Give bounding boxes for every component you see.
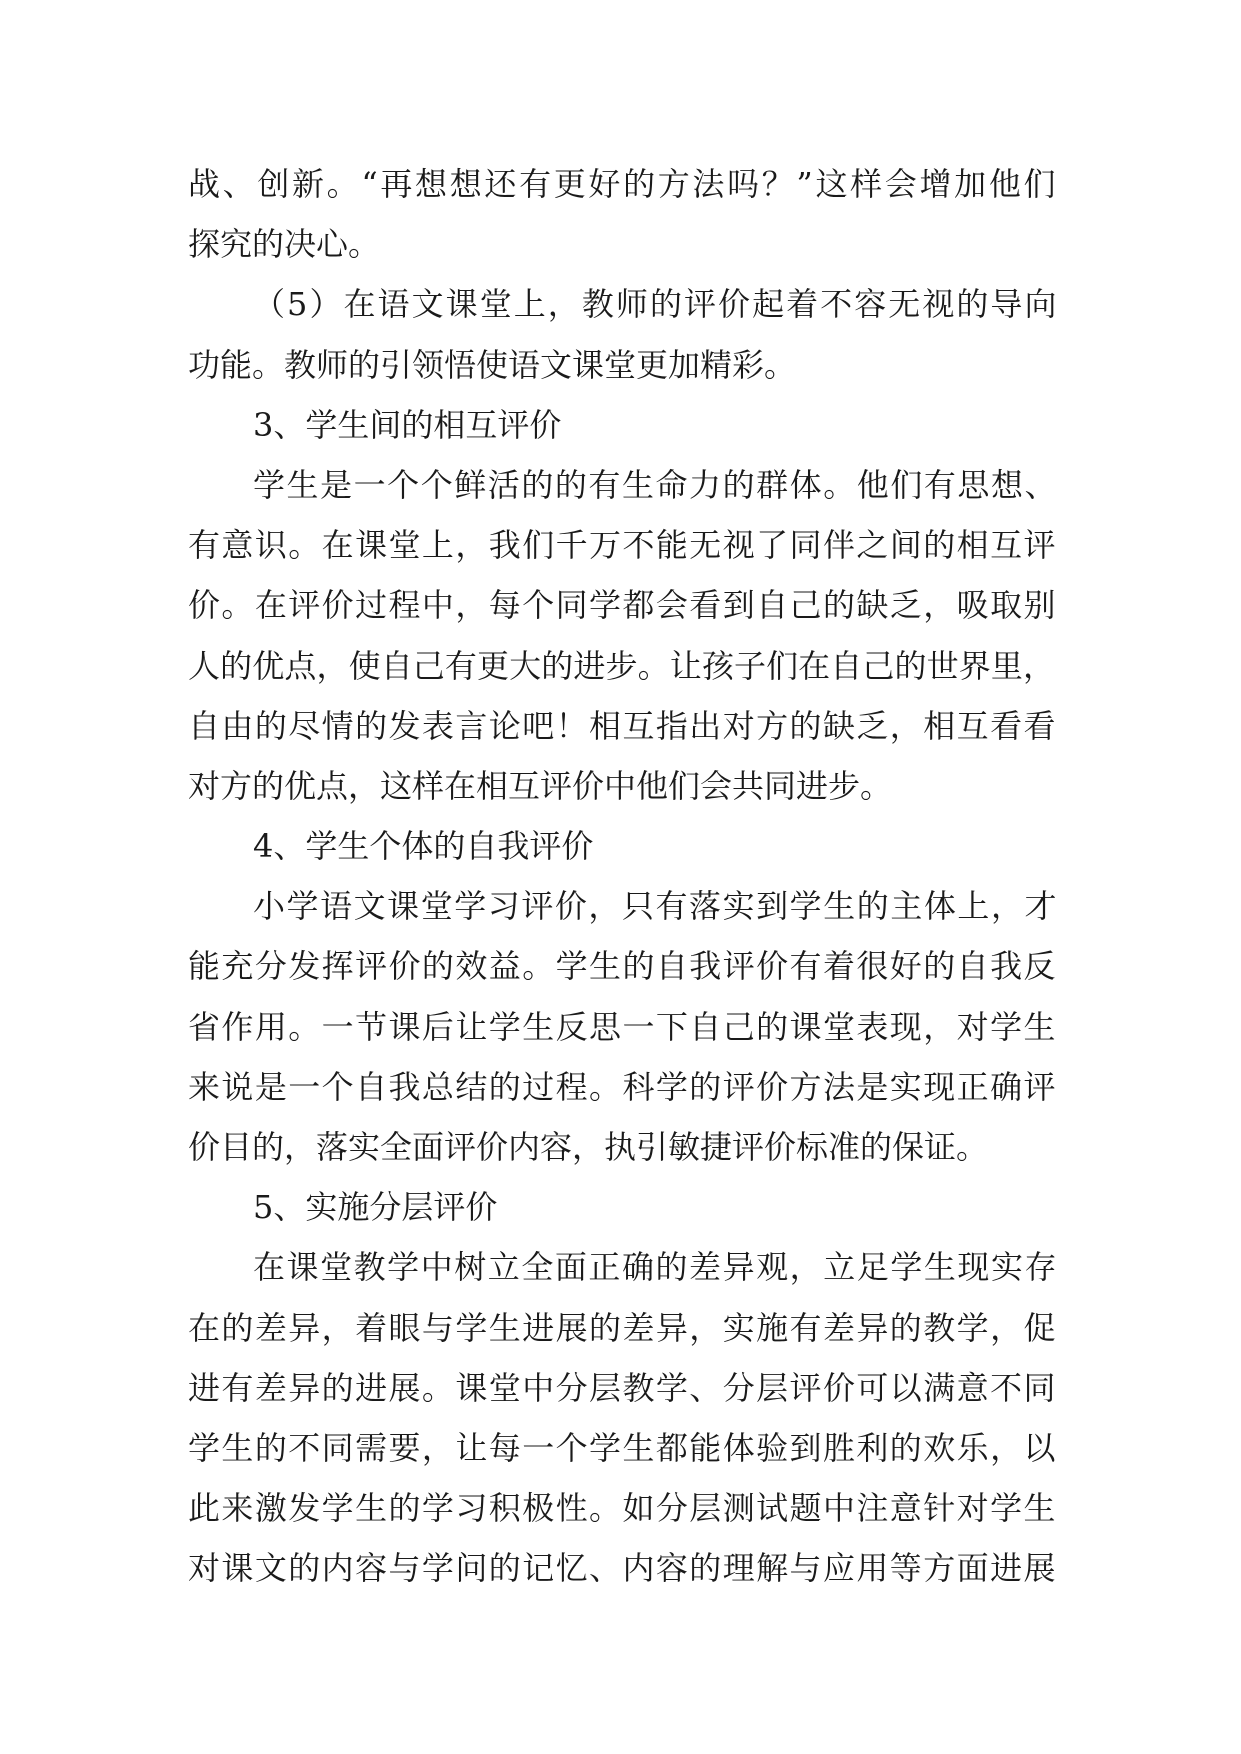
line-text: 在课堂教学中树立全面正确的差异观，立足学生现实存 — [253, 1248, 1059, 1287]
text-line — [188, 1358, 1068, 1418]
text-line — [188, 274, 1068, 334]
text-line — [188, 1117, 1068, 1177]
text-line — [188, 154, 1068, 214]
line-text: 4、学生个体的自我评价 — [253, 827, 594, 866]
line-text: 省作用。一节课后让学生反思一下自己的课堂表现，对学生 — [188, 1007, 1057, 1046]
line-text: 有意识。在课堂上，我们千万不能无视了同伴之间的相互评 — [188, 526, 1057, 565]
line-text: 此来激发学生的学习积极性。如分层测试题中注意针对学生 — [188, 1489, 1057, 1528]
line-text: 战、创新。“再想想还有更好的方法吗？”这样会增加他们 — [188, 165, 1059, 203]
text-line — [188, 455, 1068, 515]
line-text: 能充分发挥评价的效益。学生的自我评价有着很好的自我反 — [188, 947, 1057, 986]
text-line — [188, 335, 1068, 395]
line-text: 5、实施分层评价 — [253, 1188, 498, 1227]
line-text: 学生是一个个鲜活的的有生命力的群体。他们有思想、 — [253, 465, 1059, 504]
section-heading — [188, 816, 1068, 876]
line-text: 功能。教师的引领悟使语文课堂更加精彩。 — [188, 345, 797, 384]
text-line — [188, 876, 1068, 936]
line-text: 来说是一个自我总结的过程。科学的评价方法是实现正确评 — [188, 1067, 1057, 1106]
text-line — [188, 575, 1068, 635]
text-line — [188, 696, 1068, 756]
text-line — [188, 214, 1068, 274]
section-heading — [188, 395, 1068, 455]
line-text: 探究的决心。 — [188, 225, 381, 264]
line-text: 3、学生间的相互评价 — [253, 405, 562, 444]
text-line — [188, 756, 1068, 816]
line-text: 对课文的内容与学问的记忆、内容的理解与应用等方面进展 — [188, 1549, 1057, 1588]
text-line — [188, 1298, 1068, 1358]
section-heading — [188, 1177, 1068, 1237]
text-line — [188, 636, 1068, 696]
line-text: 价。在评价过程中，每个同学都会看到自己的缺乏，吸取别 — [188, 586, 1057, 625]
text-line — [188, 1237, 1068, 1297]
line-text: 在的差异，着眼与学生进展的差异，实施有差异的教学，促 — [188, 1308, 1057, 1347]
line-text: 价目的，落实全面评价内容，执引敏捷评价标准的保证。 — [188, 1128, 989, 1166]
line-text: （5）在语文课堂上，教师的评价起着不容无视的导向 — [253, 285, 1059, 324]
text-line — [188, 936, 1068, 996]
line-text: 自由的尽情的发表言论吧！相互指出对方的缺乏，相互看看 — [188, 706, 1057, 745]
text-line — [188, 1538, 1068, 1598]
text-line — [188, 515, 1068, 575]
line-text: 对方的优点，这样在相互评价中他们会共同进步。 — [188, 766, 893, 805]
line-text: 进有差异的进展。课堂中分层教学、分层评价可以满意不同 — [188, 1368, 1057, 1407]
body-text — [188, 154, 1068, 1599]
line-text: 小学语文课堂学习评价，只有落实到学生的主体上，才 — [253, 887, 1059, 926]
text-line — [188, 1418, 1068, 1478]
line-text: 学生的不同需要，让每一个学生都能体验到胜利的欢乐，以 — [188, 1428, 1057, 1467]
text-line — [188, 997, 1068, 1057]
line-text: 人的优点，使自己有更大的进步。让孩子们在自己的世界里， — [188, 646, 1056, 685]
text-line — [188, 1478, 1068, 1538]
text-line — [188, 1057, 1068, 1117]
